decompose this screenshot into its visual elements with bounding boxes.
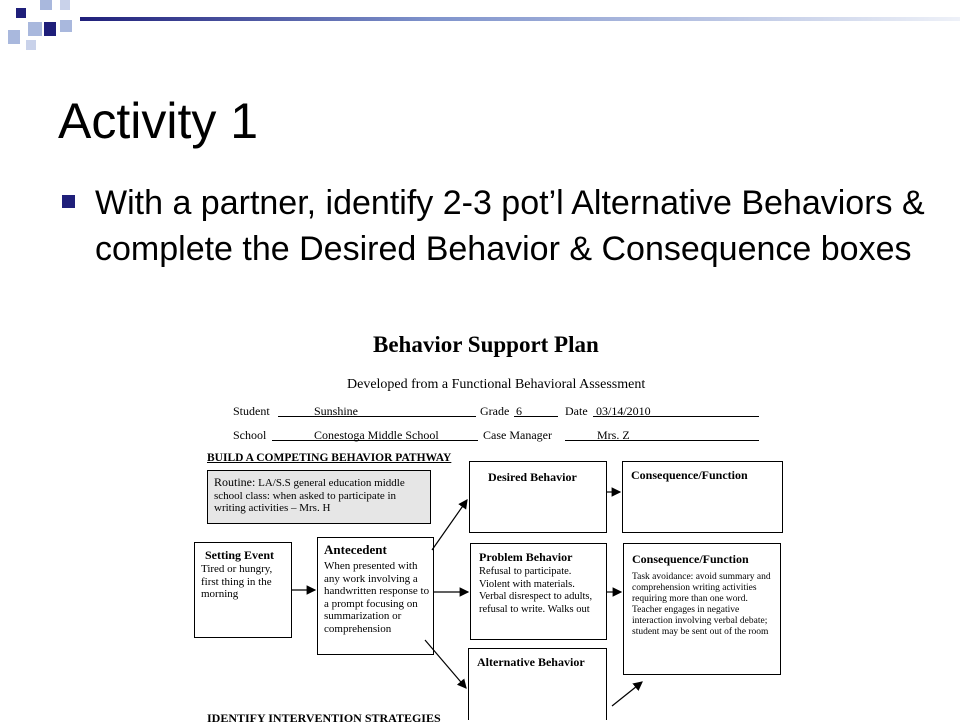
school-value: Conestoga Middle School (314, 428, 439, 442)
consequence-function-label: Consequence/Function (632, 552, 749, 566)
slide-title: Activity 1 (58, 93, 259, 149)
section-heading: BUILD A COMPETING BEHAVIOR PATHWAY (207, 452, 452, 464)
consequence-function-top-label: Consequence/Function (631, 468, 748, 482)
antecedent-label: Antecedent (324, 542, 387, 557)
bullet-text: With a partner, identify 2-3 pot’l Alternative Behaviors & complete the Desired Behavior & Consequence boxes (95, 184, 925, 268)
consequence-function-text: Task avoidance: avoid summary and comprehension writing activities requiring more than one word. Teacher engages in negative interaction involving verbal debate; student may be sent out of the room (632, 572, 771, 637)
desired-behavior-label: Desired Behavior (488, 470, 577, 484)
arrow-alternative-to-consequence (612, 682, 642, 706)
case-manager-value: Mrs. Z (597, 428, 630, 442)
student-value: Sunshine (314, 404, 359, 418)
case-manager-label: Case Manager (483, 428, 552, 442)
problem-behavior-label: Problem Behavior (479, 550, 573, 564)
date-value: 03/14/2010 (596, 404, 651, 418)
problem-behavior-text: Refusal to participate. Violent with materials. Verbal disrespect to adults, refusal to write. Walks out (479, 566, 593, 615)
grade-value: 6 (516, 404, 522, 418)
arrow-antecedent-to-alternative (425, 640, 466, 688)
setting-event-label: Setting Event (205, 548, 274, 562)
date-label: Date (565, 404, 588, 418)
arrow-antecedent-to-desired (432, 500, 467, 550)
form-title: Behavior Support Plan (373, 332, 599, 357)
grade-label: Grade (480, 404, 510, 418)
school-label: School (233, 428, 267, 442)
student-label: Student (233, 404, 270, 418)
alternative-behavior-label: Alternative Behavior (477, 655, 585, 669)
form-subtitle: Developed from a Functional Behavioral Assessment (347, 377, 646, 392)
bottom-heading-partial: IDENTIFY INTERVENTION STRATEGIES (207, 711, 441, 725)
antecedent-text: When presented with any work involving a handwritten response to a prompt focusing on summarization or comprehension (324, 560, 430, 635)
setting-event-text: Tired or hungry, first thing in the morning (201, 563, 273, 600)
routine-label: Routine: (214, 475, 256, 489)
routine-content: LA/S.S general education middle school class: when asked to participate in writing activities – Mrs. H (214, 477, 405, 514)
